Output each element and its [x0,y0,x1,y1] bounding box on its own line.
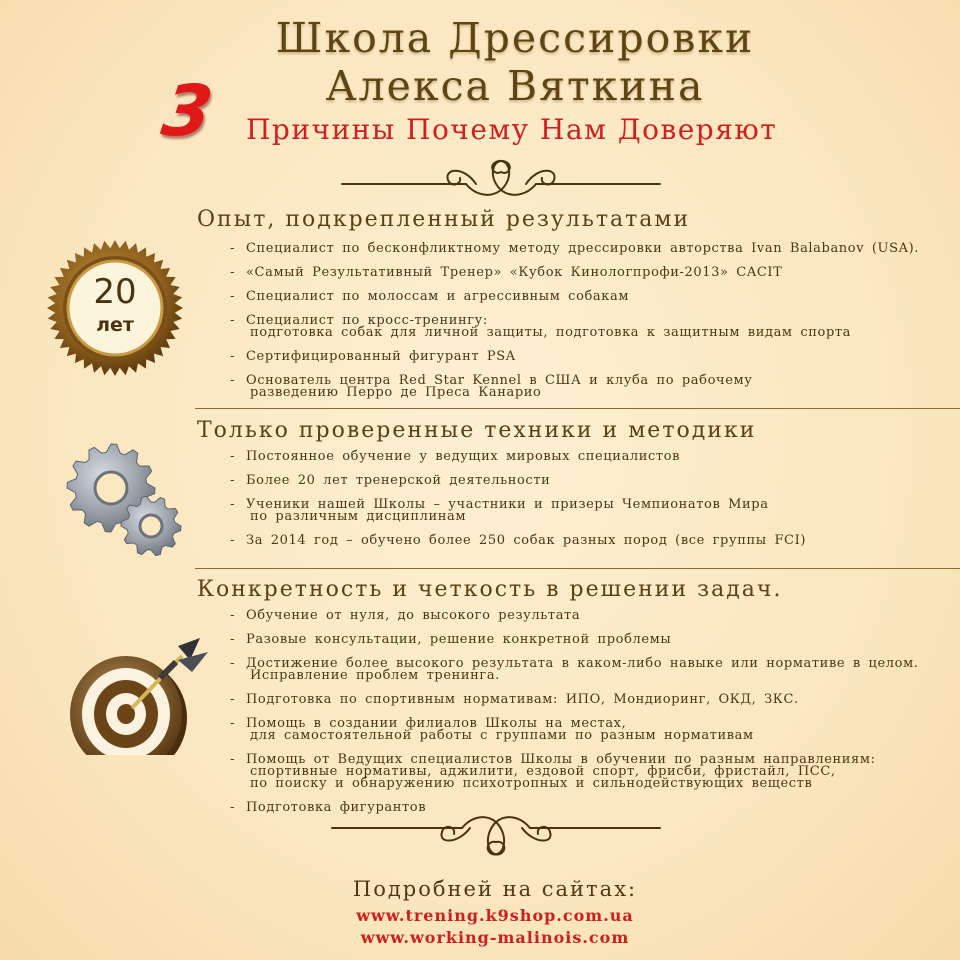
list-item: - Достижение более высокого результата в каком-либо навыке или нормативе в целом. Исправление проблем тренинга. [230,658,919,682]
page-subtitle: Причины Почему Нам Доверяют [246,113,778,146]
section-list-concreteness [230,610,919,814]
website-link-malinois[interactable]: www.working-malinois.com [360,928,630,947]
section-title-techniques: Только проверенные техники и методики [197,418,757,443]
ornament-divider-top-icon [336,146,666,202]
list-item: - Ученики нашей Школы – участники и призеры Чемпионатов Мира по различным дисциплинам [230,499,806,523]
list-item: - Специалист по кросс-тренингу: подготовка собак для личной защиты, подготовка к защитным видам спорта [230,315,919,339]
list-item: - Основатель центра Red Star Kennel в США и клуба по рабочему разведению Перро де Преса Канарио [230,375,919,399]
section-title-concreteness: Конкретность и четкость в решении задач. [197,577,783,602]
ornament-divider-bottom-icon [326,814,666,874]
section-divider [195,568,960,569]
page-title-line-2: Алекса Вяткина [325,62,705,110]
section-list-techniques [230,451,806,547]
website-link-trening[interactable]: www.trening.k9shop.com.ua [356,906,634,925]
badge-number: 20 [93,272,137,312]
list-item: - Более 20 лет тренерской деятельности [230,475,806,487]
list-item: - Разовые консультации, решение конкретной проблемы [230,634,919,646]
list-item: - Сертифицированный фигурант PSA [230,351,919,363]
more-info-label: Подробней на сайтах: [352,877,638,901]
list-item: - Подготовка фигурантов [230,802,919,814]
section-divider [195,408,960,409]
section-title-experience: Опыт, подкрепленный результатами [197,207,691,232]
list-item: - Постоянное обучение у ведущих мировых специалистов [230,451,806,463]
list-item: - За 2014 год – обучено более 250 собак разных пород (все группы FCI) [230,535,806,547]
section-list-experience [230,243,919,399]
gears-icon [65,440,185,560]
list-item: - «Самый Результативный Тренер» «Кубок Кинологпрофи-2013» CACIT [230,267,919,279]
list-item: - Помощь в создании филиалов Школы на местах, для самостоятельной работы с группами по разным нормативам [230,718,919,742]
list-item: - Помощь от Ведущих специалистов Школы в обучении по разным направлениям: спортивные нормативы, аджилити, ездовой спорт, фрисби, фристайл, ПСС, по поиску и обнаружению психотропных и сильнодействующих веществ [230,754,919,790]
list-item: - Специалист по молоссам и агрессивным собакам [230,291,919,303]
target-dart-icon [60,630,220,755]
list-item: - Специалист по бесконфликтному методу дрессировки авторства Ivan Balabanov (USA). [230,243,919,255]
list-item: - Подготовка по спортивным нормативам: ИПО, Мондиоринг, ОКД, ЗКС. [230,694,919,706]
list-item: - Обучение от нуля, до высокого результата [230,610,919,622]
badge-unit: лет [96,314,134,336]
page-title-line-1: Школа Дрессировки [275,14,755,62]
reasons-count: 3 [157,70,218,152]
